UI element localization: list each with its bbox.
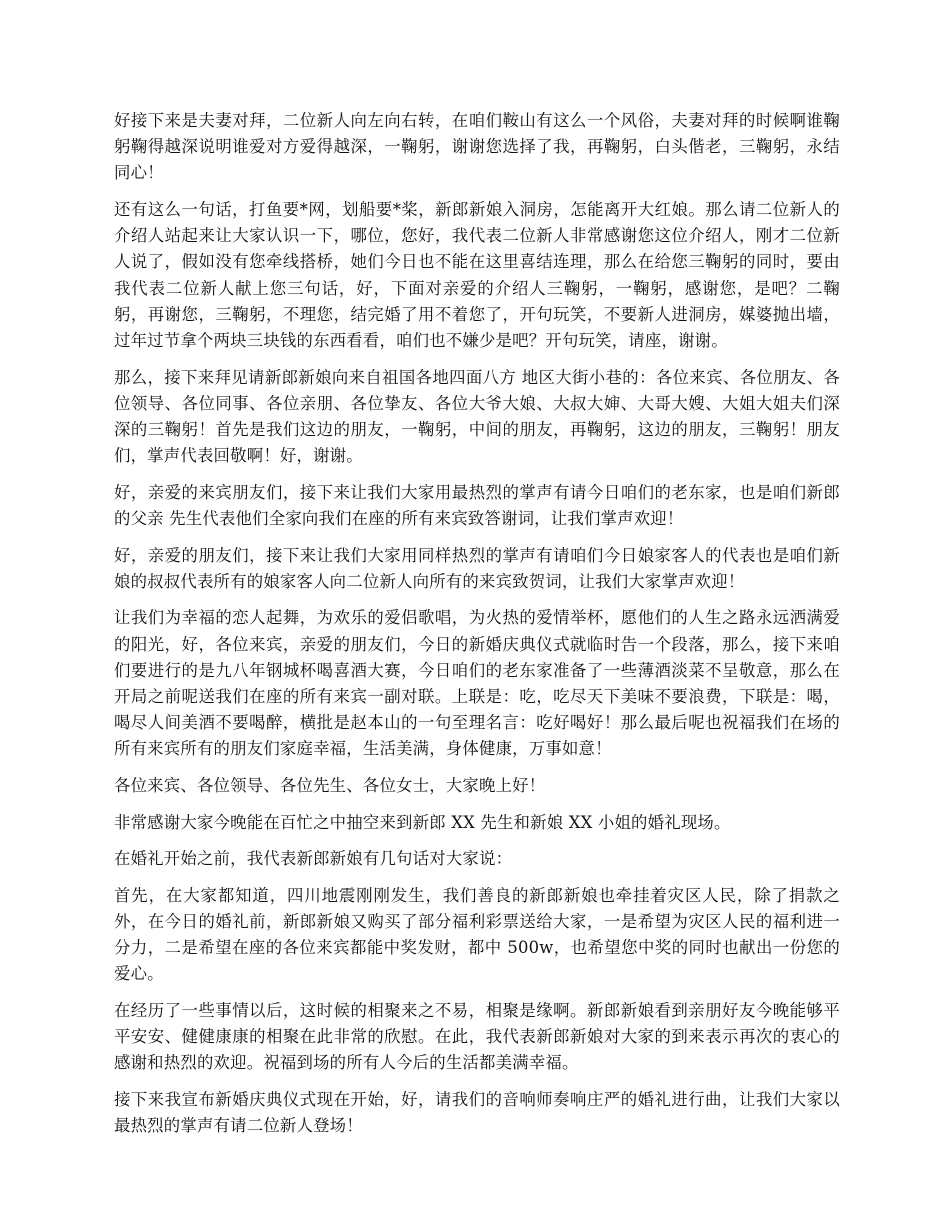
paragraph-bride-uncle: 好，亲爱的朋友们，接下来让我们大家用同样热烈的掌声有请咱们今日娘家客人的代表也是咱们新娘的叔叔代表所有的娘家客人向二位新人向所有的来宾致贺词，让我们大家掌声欢迎！ [114,545,840,591]
paragraph-couple-bow: 好接下来是夫妻对拜，二位新人向左向右转，在咱们鞍山有这么一个风俗，夫妻对拜的时候啊谁鞠躬鞠得越深说明谁爱对方爱得越深，一鞠躬，谢谢您选择了我，再鞠躬，白头偕老，三鞠躬，永结同心！ [114,111,840,183]
paragraph-preface: 在婚礼开始之前，我代表新郎新娘有几句话对大家说： [114,849,513,869]
paragraph-groom-father: 好，亲爱的来宾朋友们，接下来让我们大家用最热烈的掌声有请今日咱们的老东家，也是咱们新郎的父亲 先生代表他们全家向我们在座的所有来宾致答谢词，让我们掌声欢迎！ [114,482,840,529]
paragraph-greeting: 各位来宾、各位领导、各位先生、各位女士，大家晚上好！ [114,776,546,796]
paragraph-earthquake-charity: 首先，在大家都知道，四川地震刚刚发生，我们善良的新郎新娘也牵挂着灾区人民，除了捐款之外，在今日的婚礼前，新郎新娘又购买了部分福利彩票送给大家，一是希望为灾区人民的福利进一分力，二是希望在座的各位来宾都能中奖发财，都中 500w，也希望您中奖的同时也献出一份您的爱心。 [114,885,840,984]
paragraph-toast-couplet: 让我们为幸福的恋人起舞，为欢乐的爱侣歌唱，为火热的爱情举杯，愿他们的人生之路永远洒满爱的阳光，好，各位来宾，亲爱的朋友们，今日的新婚庆典仪式就临时告一个段落，那么，接下来咱们要进行的是九八年钢城杯喝喜酒大赛，今日咱们的老东家准备了一些薄酒淡菜不呈敬意，那么在开局之前呢送我们在座的所有来宾一副对联。上联是：吃，吃尽天下美味不要浪费，下联是：喝，喝尽人间美酒不要喝醉，横批是赵本山的一句至理名言：吃好喝好！那么最后呢也祝福我们在场的所有来宾所有的朋友们家庭幸福，生活美满，身体健康，万事如意！ [114,608,840,759]
paragraph-ceremony-start: 接下来我宣布新婚庆典仪式现在开始，好，请我们的音响师奏响庄严的婚礼进行曲，让我们大家以最热烈的掌声有请二位新人登场！ [114,1090,840,1136]
document-body [114,108,840,1150]
paragraph-guests-bow: 那么，接下来拜见请新郎新娘向来自祖国各地四面八方 地区大街小巷的：各位来宾、各位朋友、各位领导、各位同事、各位亲朋、各位挚友、各位大爷大娘、大叔大婶、大哥大嫂、大姐大姐夫们深深的三鞠躬！首先是我们这边的朋友，一鞠躬，中间的朋友，再鞠躬，这边的朋友，三鞠躬！朋友们，掌声代表回敬啊！好，谢谢。 [114,367,840,466]
paragraph-thanks: 非常感谢大家今晚能在百忙之中抽空来到新郎 XX 先生和新娘 XX 小姐的婚礼现场。 [114,812,731,832]
paragraph-reunion: 在经历了一些事情以后，这时候的相聚来之不易，相聚是缘啊。新郎新娘看到亲朋好友今晚能够平平安安、健健康康的相聚在此非常的欣慰。在此，我代表新郎新娘对大家的到来表示再次的衷心的感谢和热烈的欢迎。祝福到场的所有人今后的生活都美满幸福。 [114,1001,840,1073]
paragraph-matchmaker: 还有这么一句话，打鱼要*网，划船要*桨，新郎新娘入洞房，怎能离开大红娘。那么请二位新人的介绍人站起来让大家认识一下，哪位，您好，我代表二位新人非常感谢您这位介绍人，刚才二位新人说了，假如没有您牵线搭桥，她们今日也不能在这里喜结连理，那么在给您三鞠躬的同时，要由我代表二位新人献上您三句话，好，下面对亲爱的介绍人三鞠躬，一鞠躬，感谢您，是吧？二鞠躬，再谢您，三鞠躬，不理您，结完婚了用不着您了，开句玩笑，不要新人进洞房，媒婆抛出墙，过年过节拿个两块三块钱的东西看看，咱们也不嫌少是吧？开句玩笑，请座，谢谢。 [114,200,840,351]
